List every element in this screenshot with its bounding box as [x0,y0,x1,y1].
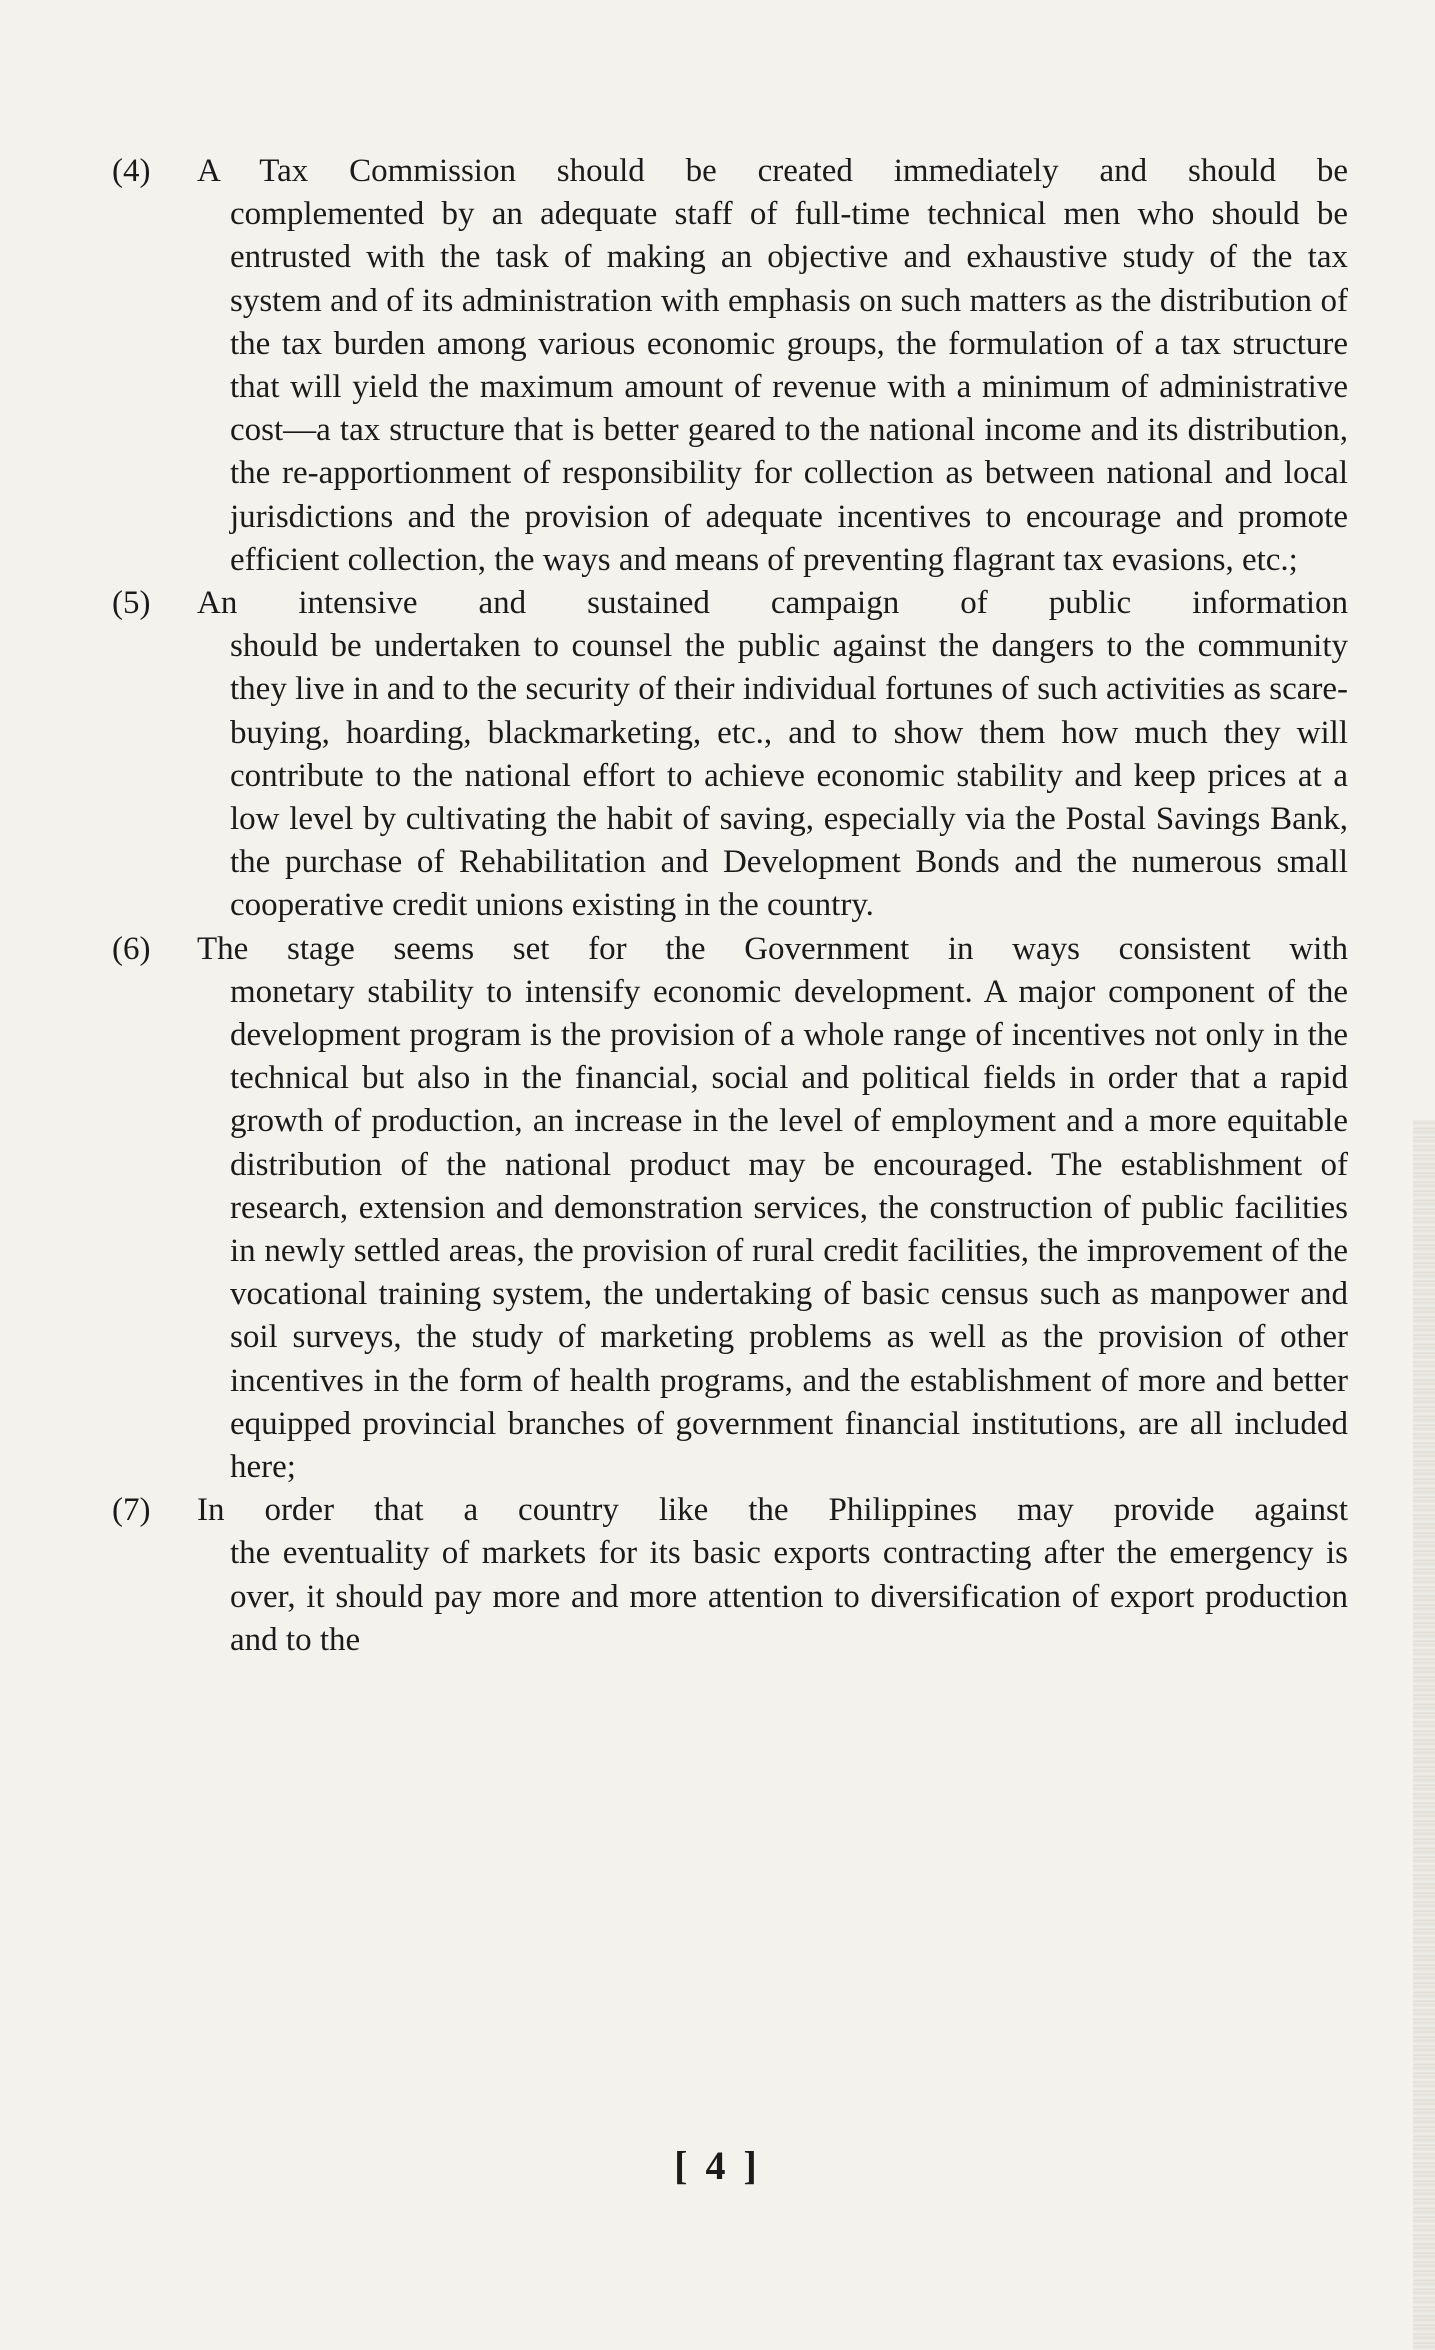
numbered-list [112,150,1348,1662]
item-number: (6) [112,930,151,967]
item-paragraph: monetary stability to intensify economic development. A major component of the development program is the provision of a whole range of incentives not only in the technical but also in the financial, social and political fields in order that a rapid growth of production, an increase in the level of employment and a more equitable distribution of the national product may be encouraged. The establishment of research, extension and demonstration services, the construction of public facilities in newly settled areas, the provision of rural credit facilities, the improvement of the vocational training system, the undertaking of basic census such as manpower and soil surveys, the study of marketing problems as well as the provision of other incentives in the form of health programs, and the establishment of more and better equipped provincial branches of government financial institutions, are all included here; [230,973,1348,1486]
scan-edge-noise [1413,1120,1435,2350]
item-first-line: A Tax Commission should be created immediately and should be [197,153,1348,189]
item-paragraph: complemented by an adequate staff of full-time technical men who should be entrusted with the task of making an objective and exhaustive study of the tax system and of its administration with emphasis on such matters as the distribution of the tax burden among various economic groups, the formulation of a tax structure that will yield the maximum amount of revenue with a minimum of administrative cost—a tax structure that is better geared to the national income and its distribution, the re-apportionment of responsibility for collection as between national and local jurisdictions and the provision of adequate incentives to encourage and promote efficient collection, the ways and means of preventing flagrant tax evasions, etc.; [230,196,1348,578]
item-number: (5) [112,585,151,622]
item-paragraph: should be undertaken to counsel the public against the dangers to the community they live in and to the security of their individual fortunes of such activities as scare-buying, hoarding, blackmarketing, etc., and to show them how much they will contribute to the national effort to achieve economic stability and keep prices at a low level by cultivating the habit of saving, especially via the Postal Savings Bank, the purchase of Rehabilitation and Development Bonds and the numerous small cooperative credit unions existing in the country. [230,628,1348,924]
list-item-7 [112,1489,1348,1662]
item-number: (7) [112,1492,151,1529]
item-first-line: The stage seems set for the Government in ways consistent with [197,930,1348,967]
item-first-line: In order that a country like the Philippines may provide against [197,1492,1348,1529]
item-number: (4) [112,153,151,189]
page-number: [ 4 ] [674,2143,761,2188]
list-item-4 [112,150,1348,582]
item-paragraph: the eventuality of markets for its basic exports contracting after the emergency is over, it should pay more and more attention to diversification of export production and to the [230,1535,1348,1658]
item-first-line: An intensive and sustained campaign of public information [197,585,1348,622]
list-item-5 [112,582,1348,928]
list-item-6 [112,928,1348,1490]
